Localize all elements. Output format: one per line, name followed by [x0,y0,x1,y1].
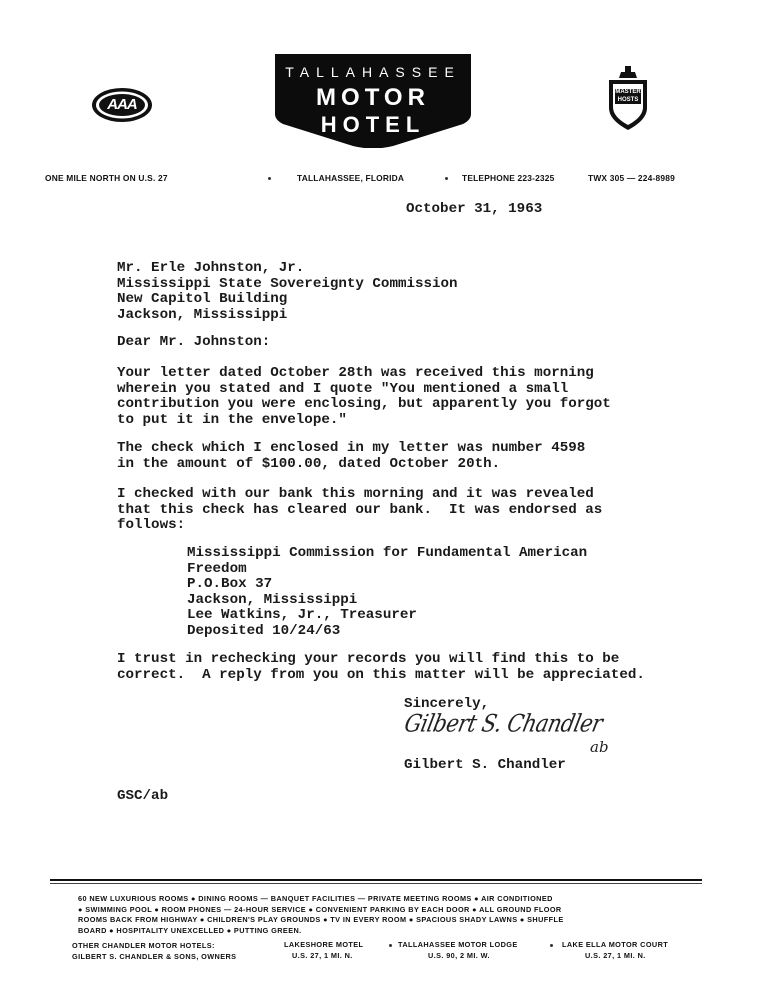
paragraph-line: The check which I enclosed in my letter was number 4598 [117,440,586,456]
paragraph-line: I trust in rechecking your records you will find this to be [117,651,620,667]
other-hotels-label: OTHER CHANDLER MOTOR HOTELS: [72,941,215,950]
hotel-lake-ella: LAKE ELLA MOTOR COURT [562,940,669,949]
paragraph-2 [117,441,585,472]
paragraph-line: contribution you were enclosing, but apparently you forgot [117,396,611,413]
paragraph-line: that this check has cleared our bank. It was endorsed as [117,501,603,518]
hotel-name-line3: HOTEL [320,112,426,137]
hotel-logo [275,54,471,153]
paragraph-line: wherein you stated and I quote "You mentioned a small [117,380,569,397]
salutation: Dear Mr. Johnston: [117,334,271,350]
reference-initials: GSC/ab [117,788,169,804]
paragraph-3 [117,487,602,534]
hotel-lake-ella-location: U.S. 27, 1 MI. N. [585,951,646,960]
separator-dot [268,177,271,180]
paragraph-line: Your letter dated October 28th was received this morning [117,365,594,381]
endorsement-line: Deposited 10/24/63 [187,622,341,639]
master-hosts-emblem [603,64,653,139]
recipient-line: Mississippi State Sovereignty Commission [117,275,458,292]
telephone: TELEPHONE 223-2325 [462,173,555,183]
owners-label: GILBERT S. CHANDLER & SONS, OWNERS [72,952,237,961]
separator-dot [389,944,392,947]
aaa-logo [90,86,154,129]
master-hosts-text: MASTER HOSTS [615,89,641,103]
aaa-logo-text: AAA [107,96,137,113]
paragraph-line: I checked with our bank this morning and it was revealed [117,486,594,502]
paragraph-line: correct. A reply from you on this matter will be appreciated. [117,666,645,683]
endorsement-block [187,546,587,640]
endorsement-line: Jackson, Mississippi [187,591,358,608]
amenities-line: 60 NEW LUXURIOUS ROOMS ● DINING ROOMS — BANQUET FACILITIES — PRIVATE MEETING ROOMS ● AIR CONDITIONED [78,894,553,903]
endorsement-line: Lee Watkins, Jr., Treasurer [187,607,417,624]
footer-rule [50,879,702,881]
hotel-lakeshore-location: U.S. 27, 1 MI. N. [292,951,353,960]
recipient-line: New Capitol Building [117,291,288,308]
recipient-line: Mr. Erle Johnston, Jr. [117,260,305,276]
address-directions: ONE MILE NORTH ON U.S. 27 [45,173,168,183]
paragraph-1 [117,366,611,428]
paragraph-line: to put it in the envelope." [117,411,347,428]
amenities-line: ● SWIMMING POOL ● ROOM PHONES — 24-HOUR SERVICE ● CONVENIENT PARKING BY EACH DOOR ● ALL GROUND FLOOR [78,904,562,914]
signature-script: Gilbert S. Chandler [402,709,605,737]
separator-dot [445,177,448,180]
paragraph-line: follows: [117,517,186,534]
endorsement-line: P.O.Box 37 [187,576,273,593]
separator-dot [550,944,553,947]
recipient-address [117,261,458,323]
paragraph-4 [117,652,645,683]
footer-amenities [78,894,564,936]
footer-rule-thin [50,883,702,884]
paragraph-line: in the amount of $100.00, dated October 20th. [117,455,501,472]
hotel-lakeshore: LAKESHORE MOTEL [284,940,364,949]
amenities-line: BOARD ● HOSPITALITY UNEXCELLED ● PUTTING GREEN. [78,925,302,935]
hotel-tallahassee-lodge-location: U.S. 90, 2 MI. W. [428,951,490,960]
endorsement-line: Mississippi Commission for Fundamental American [187,545,588,561]
endorsement-line: Freedom [187,560,247,577]
address-city: TALLAHASSEE, FLORIDA [297,173,405,183]
hotel-name-line1: TALLAHASSEE [285,64,461,80]
handwritten-initials: ab [590,738,609,756]
hotel-tallahassee-lodge: TALLAHASSEE MOTOR LODGE [398,940,518,949]
handwritten-signature [402,709,612,753]
recipient-line: Jackson, Mississippi [117,306,288,323]
amenities-line: ROOMS BACK FROM HIGHWAY ● CHILDREN'S PLAY GROUNDS ● TV IN EVERY ROOM ● SPACIOUS SHADY LAWNS ● SHUFFLE [78,915,564,925]
closing: Sincerely, [404,696,490,712]
twx-number: TWX 305 — 224-8989 [588,173,675,183]
signer-name: Gilbert S. Chandler [404,757,566,773]
hotel-name-line2: MOTOR [316,84,430,111]
letter-date: October 31, 1963 [406,201,543,217]
